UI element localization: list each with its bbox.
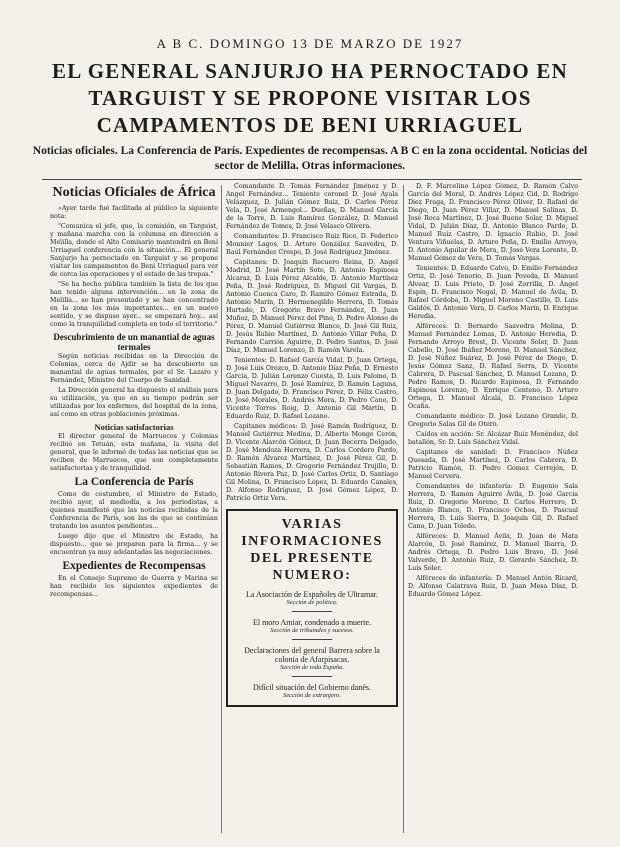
paragraph: "Comunica el jefe, que, la comisión, en Targuist, y mañana marcha con la columna en dirección a Melilla, donde el Alto Comisario mantendrá en Beni Urriaguel conferencia con la situación... El general Sanjurjo ha pernoctado en Targuist y se propone visitar los campamentos de Beni Urriaguel para ver de cerca las operaciones y el estado de las tropas." [50, 223, 218, 278]
paragraph: D. F. Marcelino López Gómez, D. Ramón Calvo García del Moral, D. Andrés López Cid, D. Rodrigo Diez Fraga, D. Francisco Pérez Oliver, D. Rafael de Diego, D. Juan Pérez Villar, D. Manuel Salinas, D. José Roca Martínez, D. José Bueno Solar, D. Miguel Vidal, D. Julián Díaz, D. Antonio Blanco Pardo, D. Manuel Ruiz Castro, D. Ignacio Rubio, D. José Ventura Viñuelas, D. Arturo Peña, D. Emilio Arroyo, D. Antonio Aguilar de Mera, D. José Vera Lorente, D. Manuel Gómez de Vera, D. Tomás Vargas. [408, 183, 578, 262]
paragraph: "Se ha hecho pública también la lista de los que han tenido alguna intervención... en la zona de Melilla... se han presentado y se han concentrado en la zona los más importantes... en un nuevo sentido, y se dispuso ayer... se empezará hoy... así como la tranquilidad completa en todo el territorio." [50, 281, 218, 328]
varias-informaciones-box [226, 509, 398, 707]
dateline: A B C. DOMINGO 13 DE MARZO DE 1927 [156, 36, 464, 51]
column-separator-2 [403, 185, 404, 833]
column-separator-1 [221, 185, 222, 833]
paragraph: «Ayer tarde fué facilitada al público la siguiente nota: [50, 205, 218, 220]
sub-headline: Noticias oficiales. La Conferencia de París. Expedientes de recompensas. A B C en la zona occidental. Noticias del sector de Melilla. Otras informaciones. [32, 145, 588, 172]
paragraph: Comandantes de infantería: D. Eugenio Sala Herrera, D. Ramón Aguirre Ávila, D. José García Ruiz, D. Gregorio Moreno, D. Carlos Herrero, D. Antonio Blanco, D. Francisco Ochoa, D. Pascual Herrera, D. Luis Sierra, D. Joaquín Gil, D. Rafael Cano, D. Juan Toledo. [408, 483, 578, 530]
box-item-title: La Asociación de Españoles de Ultramar. [246, 590, 378, 599]
paragraph: La Dirección general ha dispuesto el análisis para su utilización, ya que en su tiempo podrán ser utilizadas por los enfermos, del hospital de la zona, así como en otras poblaciones próximas. [50, 387, 218, 418]
paragraph: Capitanes de sanidad: D. Francisco Núñez Quesada, D. José Martínez, D. Carlos Cabrera, D. Patricio Ramón, D. Pedro Gómez Cerrejón, D. Manuel Cervera. [408, 449, 578, 480]
main-headline: EL GENERAL SANJURJO HA PERNOCTADO EN TARGUIST Y SE PROPONE VISITAR LOS CAMPAMENTOS DE BENI URRIAGUEL [52, 59, 568, 137]
paragraph: En el Consejo Supremo de Guerra y Marina se han recibido los siguientes expedientes de recompensas... [50, 575, 218, 598]
column-left [50, 183, 218, 838]
box-item-section: Sección de toda España. [280, 664, 344, 671]
box-divider [292, 639, 332, 640]
paragraph: Tenientes: D. Eduardo Calvo, D. Emilio Fernández Ortiz, D. José Tenorio, D. Juan Poveda, D. Manuel Alvear, D. Luis Prieto, D. José Zorrilla, D. Ángel Espín, D. Francisco Nogal, D. Manuel de Ávila, D. Rafael Córdoba, D. Miguel Moreno Castillo, D. Luis Galdós, D. Antonio Vera, D. Carlos Marín, D. Enrique Heredia. [408, 265, 578, 320]
section-heading-expedientes: Expedientes de Recompensas [62, 560, 206, 572]
box-item-title: El moro Amiar, condenado a muerte. [252, 618, 372, 627]
box-item-title: Difícil situación del Gobierno danés. [253, 683, 371, 692]
paragraph: Comandante D. Tomás Fernández Jiménez y D. Angel Fernández... Teniente coronel D. José Ayala Velázquez, D. Julián Gómez Ruiz, D. Carlos Pérez Vela, D. José Armengol... Dueñas, D. Manuel García de la Torre, D. Luis Ramírez González, D. Manuel Fernández de Tomes, D. José Velasco Olivera. [226, 183, 398, 230]
section-heading-noticias-satisfactorias: Noticias satisfactorias [94, 422, 174, 432]
paragraph: Según noticias recibidas en la Dirección de Colonias, cerca de Ajdir se ha descubierto un manantial de aguas termales, por el Sr. Lazaro y Fernández, Ministro del Cuerpo de Sanidad. [50, 353, 218, 384]
box-item-section: Sección de política. [286, 599, 338, 606]
paragraph: Comandante médico: D. José Lozano Grande, D. Gregorio Salas Gil de Otero. [408, 413, 578, 428]
box-divider [292, 676, 332, 677]
paragraph: Capitanes médicos: D. José Ramón Rodríguez, D. Manuel Gutiérrez Medina, D. Alberto Monge Cerón, D. Vicente Alarcón Gómez, D. Juan Becerra Delgado, D. José Mendoza Herrera, D. Carlos Cordero Pardo, D. Ramón Álvarez Martínez, D. José Pérez Gil, D. Sebastián Ramos, D. Gregorio Fernández Trujillo, D. Antonio Rivera Paz, D. José Carlos Ortiz, D. Santiago Gil Molina, D. Francisco López, D. Eduardo Canales, D. Alfonso Rodríguez, D. José Gómez López, D. Patricio Ortiz Vera. [226, 423, 398, 502]
paragraph: Comandantes: D. Francisco Ruiz Rico, D. Federico Monnier Lagos, D. Arturo González Saavedra, D. Raúl Fernández Crespo, D. José Rodríguez Jiménez. [226, 233, 398, 256]
box-divider [292, 611, 332, 612]
section-heading-noticias-oficiales: Noticias Oficiales de África [52, 185, 216, 200]
paragraph: Como de costumbre, el Ministro de Estado, recibió ayer, al mediodía, a los periodistas, a quienes manifestó que las noticias recibidas de la Conferencia de París, son las de que se continúan tratando los asuntos pendientes... [50, 491, 218, 530]
box-item-title: Declaraciones del general Barrera sobre la colonia de Afarpisacas. [244, 646, 380, 664]
header-divider [42, 179, 582, 180]
box-item-section: Sección de tribunales y sucesos. [270, 627, 354, 634]
paragraph: Alféreces: D. Manuel Ávila, D. Juan de Mata Alarcón, D. José Ramírez, D. Manuel Ibarra, D. Andrés Ortega, D. Pedro Luis Bravo, D. José Valverde, D. Antonio Ruiz, D. Gerardo Sánchez, D. Luis Soler. [408, 533, 578, 572]
column-middle [226, 183, 398, 838]
section-heading-conferencia-paris: La Conferencia de París [74, 476, 194, 488]
paragraph: Caídos en acción: Sr. Alcázar Ruiz Menéndez, del batallón, Sr. D. Luis Sánchez Vidal. [408, 431, 578, 446]
paragraph: Alféreces de infantería: D. Manuel Antón Ricard, D. Alfonso Calatrava Ruiz, D. Juan Mesa Díaz, D. Eduardo Gómez López. [408, 575, 578, 598]
paragraph: Alféreces: D. Bernardo Saavedra Molina, D. Manuel Fernández Lomas, D. Antonio Heredia, D. Fernando Arroyo Brest, D. Vicente Soler, D. Juan Cabello, D. José Ibáñez Moreno, D. Manuel Sánchez, D. José Núñez Suárez, D. José Pérez de Diego, D. Jesús Gómez Sanz, D. Rafael Serra, D. Vicente Cabrera, D. Pascual Sánchez, D. Manuel Lozano, D. Pedro Ramos, D. Ricardo Espinosa, D. Fernando Espinosa Lorenzo, D. Enrique Centeno, D. Arturo Ortega, D. Manuel Alcalá, D. Francisco López Ocaña. [408, 323, 578, 410]
paragraph: El director general de Marruecos y Colonias recibió en Tetuán, esta mañana, la visita del general, que le informó de todas las noticias que se reciben de Marruecos, que son completamente satisfactorias y de tranquilidad. [50, 433, 218, 472]
box-title: VARIAS INFORMACIONES DEL PRESENTE NUMERO: [241, 517, 383, 583]
paragraph: Tenientes: D. Rafael García Vidal, D. Juan Ortega, D. José Luis Orozco, D. Antonio Díaz Peña, D. Ernesto García, D. Julián Lorenzo Cuesta, D. Luis Palomo, D. Miguel Navarro, D. José Ramírez, D. Ramón Laguna, D. Juan Delgado, D. Francisco Pérez, D. Félix Castro, D. José Morales, D. Andrés Mora, D. Pedro Cano, D. Vicente Torres Roig, D. Antonio Gil Martín, D. Eduardo Ruiz, D. Rafael Lozano. [226, 357, 398, 420]
box-item-section: Sección de extranjero. [282, 692, 342, 699]
paragraph: Luego dijo que el Ministro de Estado, ha dispuesto... que se preparen para la firma... y se encuentran ya muy adelantadas las negociaciones. [50, 533, 218, 556]
section-heading-manantial: Descubrimiento de un manantial de aguas termales [53, 332, 215, 352]
paragraph: Capitanes: D. Joaquín Recuero Reina, D. Angel Madrid, D. José Martín Soto, D. Antonio Espinosa Alcaraz, D. Luis Pérez Alcalde, D. Antonio Martínez Peña, D. José Rodríguez, D. Miguel Gil Vargas, D. Antonio Cuenca Caro, D. Ramiro Gómez Estrada, D. Antonio Marín, D. Hermenegildo Herrera, D. Tomás Hurtado, D. Gregorio Bravo Fernández, D. Juan Muñoz, D. Manuel Pérez del Pino, D. Pedro Alonso de Pérez, D. Manuel Gutiérrez Blanco, D. José Gil Ruiz, D. Jesús Rubio Martínez, D. Antonio Villar Peña, D. Fernando Carrión Aguirre, D. Pedro Santos, D. José Díaz, D. Manuel Lorenzo, D. Ramón Varela. [226, 259, 398, 354]
column-right [408, 183, 578, 838]
